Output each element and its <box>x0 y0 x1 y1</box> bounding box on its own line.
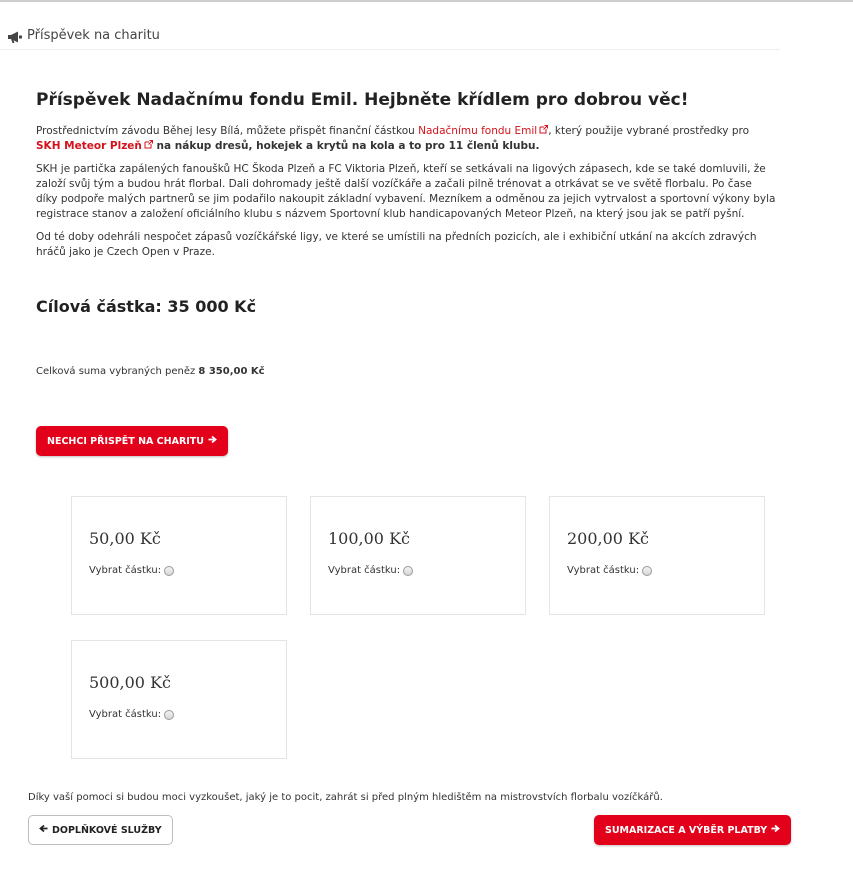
summary-payment-button[interactable] <box>594 815 791 845</box>
amount-value: 50,00 Kč <box>89 529 161 548</box>
top-divider <box>0 0 853 2</box>
choose-amount-label[interactable] <box>328 565 413 576</box>
back-button-label: DOPLŇKOVÉ SLUŽBY <box>52 824 162 836</box>
fund-emil-link[interactable] <box>418 125 548 137</box>
charity-description <box>36 90 776 260</box>
header-title: Příspěvek na charitu <box>27 28 160 43</box>
choose-amount-text: Vybrat částku: <box>328 565 401 576</box>
choose-amount-text: Vybrat částku: <box>89 565 162 576</box>
no-charity-button[interactable] <box>36 426 228 456</box>
skh-meteor-link-label: SKH Meteor Plzeň <box>36 140 142 152</box>
total-label: Celková suma vybraných peněz <box>36 366 199 377</box>
choose-amount-text: Vybrat částku: <box>89 709 162 720</box>
external-link-icon <box>539 124 548 133</box>
choose-amount-text: Vybrat částku: <box>567 565 640 576</box>
goal-amount: Cílová částka: 35 000 Kč <box>36 297 257 316</box>
choose-amount-label[interactable] <box>567 565 652 576</box>
achievements-paragraph: Od té doby odehráli nespočet zápasů vozíčkářské ligy, ve které se umístili na předních pozicích, ale i exhibiční utkání na akcích zdravých hráčů jako je Czech Open v Praze. <box>36 231 757 258</box>
amount-radio[interactable] <box>164 566 174 576</box>
fund-emil-link-label: Nadačnímu fondu Emil <box>418 125 538 137</box>
amount-value: 200,00 Kč <box>567 529 649 548</box>
amount-card[interactable] <box>71 496 287 615</box>
amount-card[interactable] <box>310 496 526 615</box>
amount-radio[interactable] <box>403 566 413 576</box>
amount-radio[interactable] <box>164 710 174 720</box>
club-paragraph: SKH je partička zapálených fanoušků HC Škoda Plzeň a FC Viktoria Plzeň, kteří se setkávali na ligových zápasech, kde se také domluvili, že založí svůj tým a budou hrát florbal. Dali dohromady ještě další vozíčkáře a začali pilně trénovat a otrkávat se ve světě florbalu. Po čase díky podpoře malých partnerů se jim podařilo nakoupit základní vybavení. Mezníkem a odměnou za jejich vytrvalost a sportovní výkony byla registrace stanov a založení oficiálního klubu s názvem Sportovní klub handicapovaných Meteor Plzeň, na který jsou jak se patří pyšní. <box>36 163 776 220</box>
summary-payment-button-label: SUMARIZACE A VÝBĚR PLATBY <box>605 824 768 836</box>
back-button[interactable] <box>28 815 173 845</box>
amount-value: 500,00 Kč <box>89 673 171 692</box>
choose-amount-label[interactable] <box>89 565 174 576</box>
page-header <box>0 22 780 50</box>
amount-radio[interactable] <box>642 566 652 576</box>
choose-amount-label[interactable] <box>89 709 174 720</box>
skh-meteor-link[interactable] <box>36 140 153 152</box>
total-collected <box>36 366 265 377</box>
megaphone-icon <box>7 29 23 43</box>
intro-text-mid: , který použije vybrané prostředky pro <box>548 125 750 137</box>
arrow-left-icon <box>39 824 48 836</box>
external-link-icon <box>144 139 153 148</box>
amount-value: 100,00 Kč <box>328 529 410 548</box>
total-value: 8 350,00 Kč <box>198 366 265 377</box>
amount-card[interactable] <box>549 496 765 615</box>
arrow-right-icon <box>208 435 217 447</box>
footer-note: Díky vaší pomoci si budou moci vyzkoušet, jaký je to pocit, zahrát si před plným hledištěm na mistrovstvích florbalu vozíčkářů. <box>28 792 663 803</box>
no-charity-button-label: NECHCI PŘISPĚT NA CHARITU <box>47 435 205 447</box>
page-title: Příspěvek Nadačnímu fondu Emil. Hejbněte křídlem pro dobrou věc! <box>36 90 689 110</box>
intro-text-post: na nákup dresů, hokejek a krytů na kola a to pro 11 členů klubu. <box>152 140 540 152</box>
intro-text-pre: Prostřednictvím závodu Běhej lesy Bílá, můžete přispět finanční částkou <box>36 125 419 137</box>
arrow-right-icon <box>771 824 780 836</box>
intro-paragraph <box>36 124 776 154</box>
amount-card[interactable] <box>71 640 287 759</box>
